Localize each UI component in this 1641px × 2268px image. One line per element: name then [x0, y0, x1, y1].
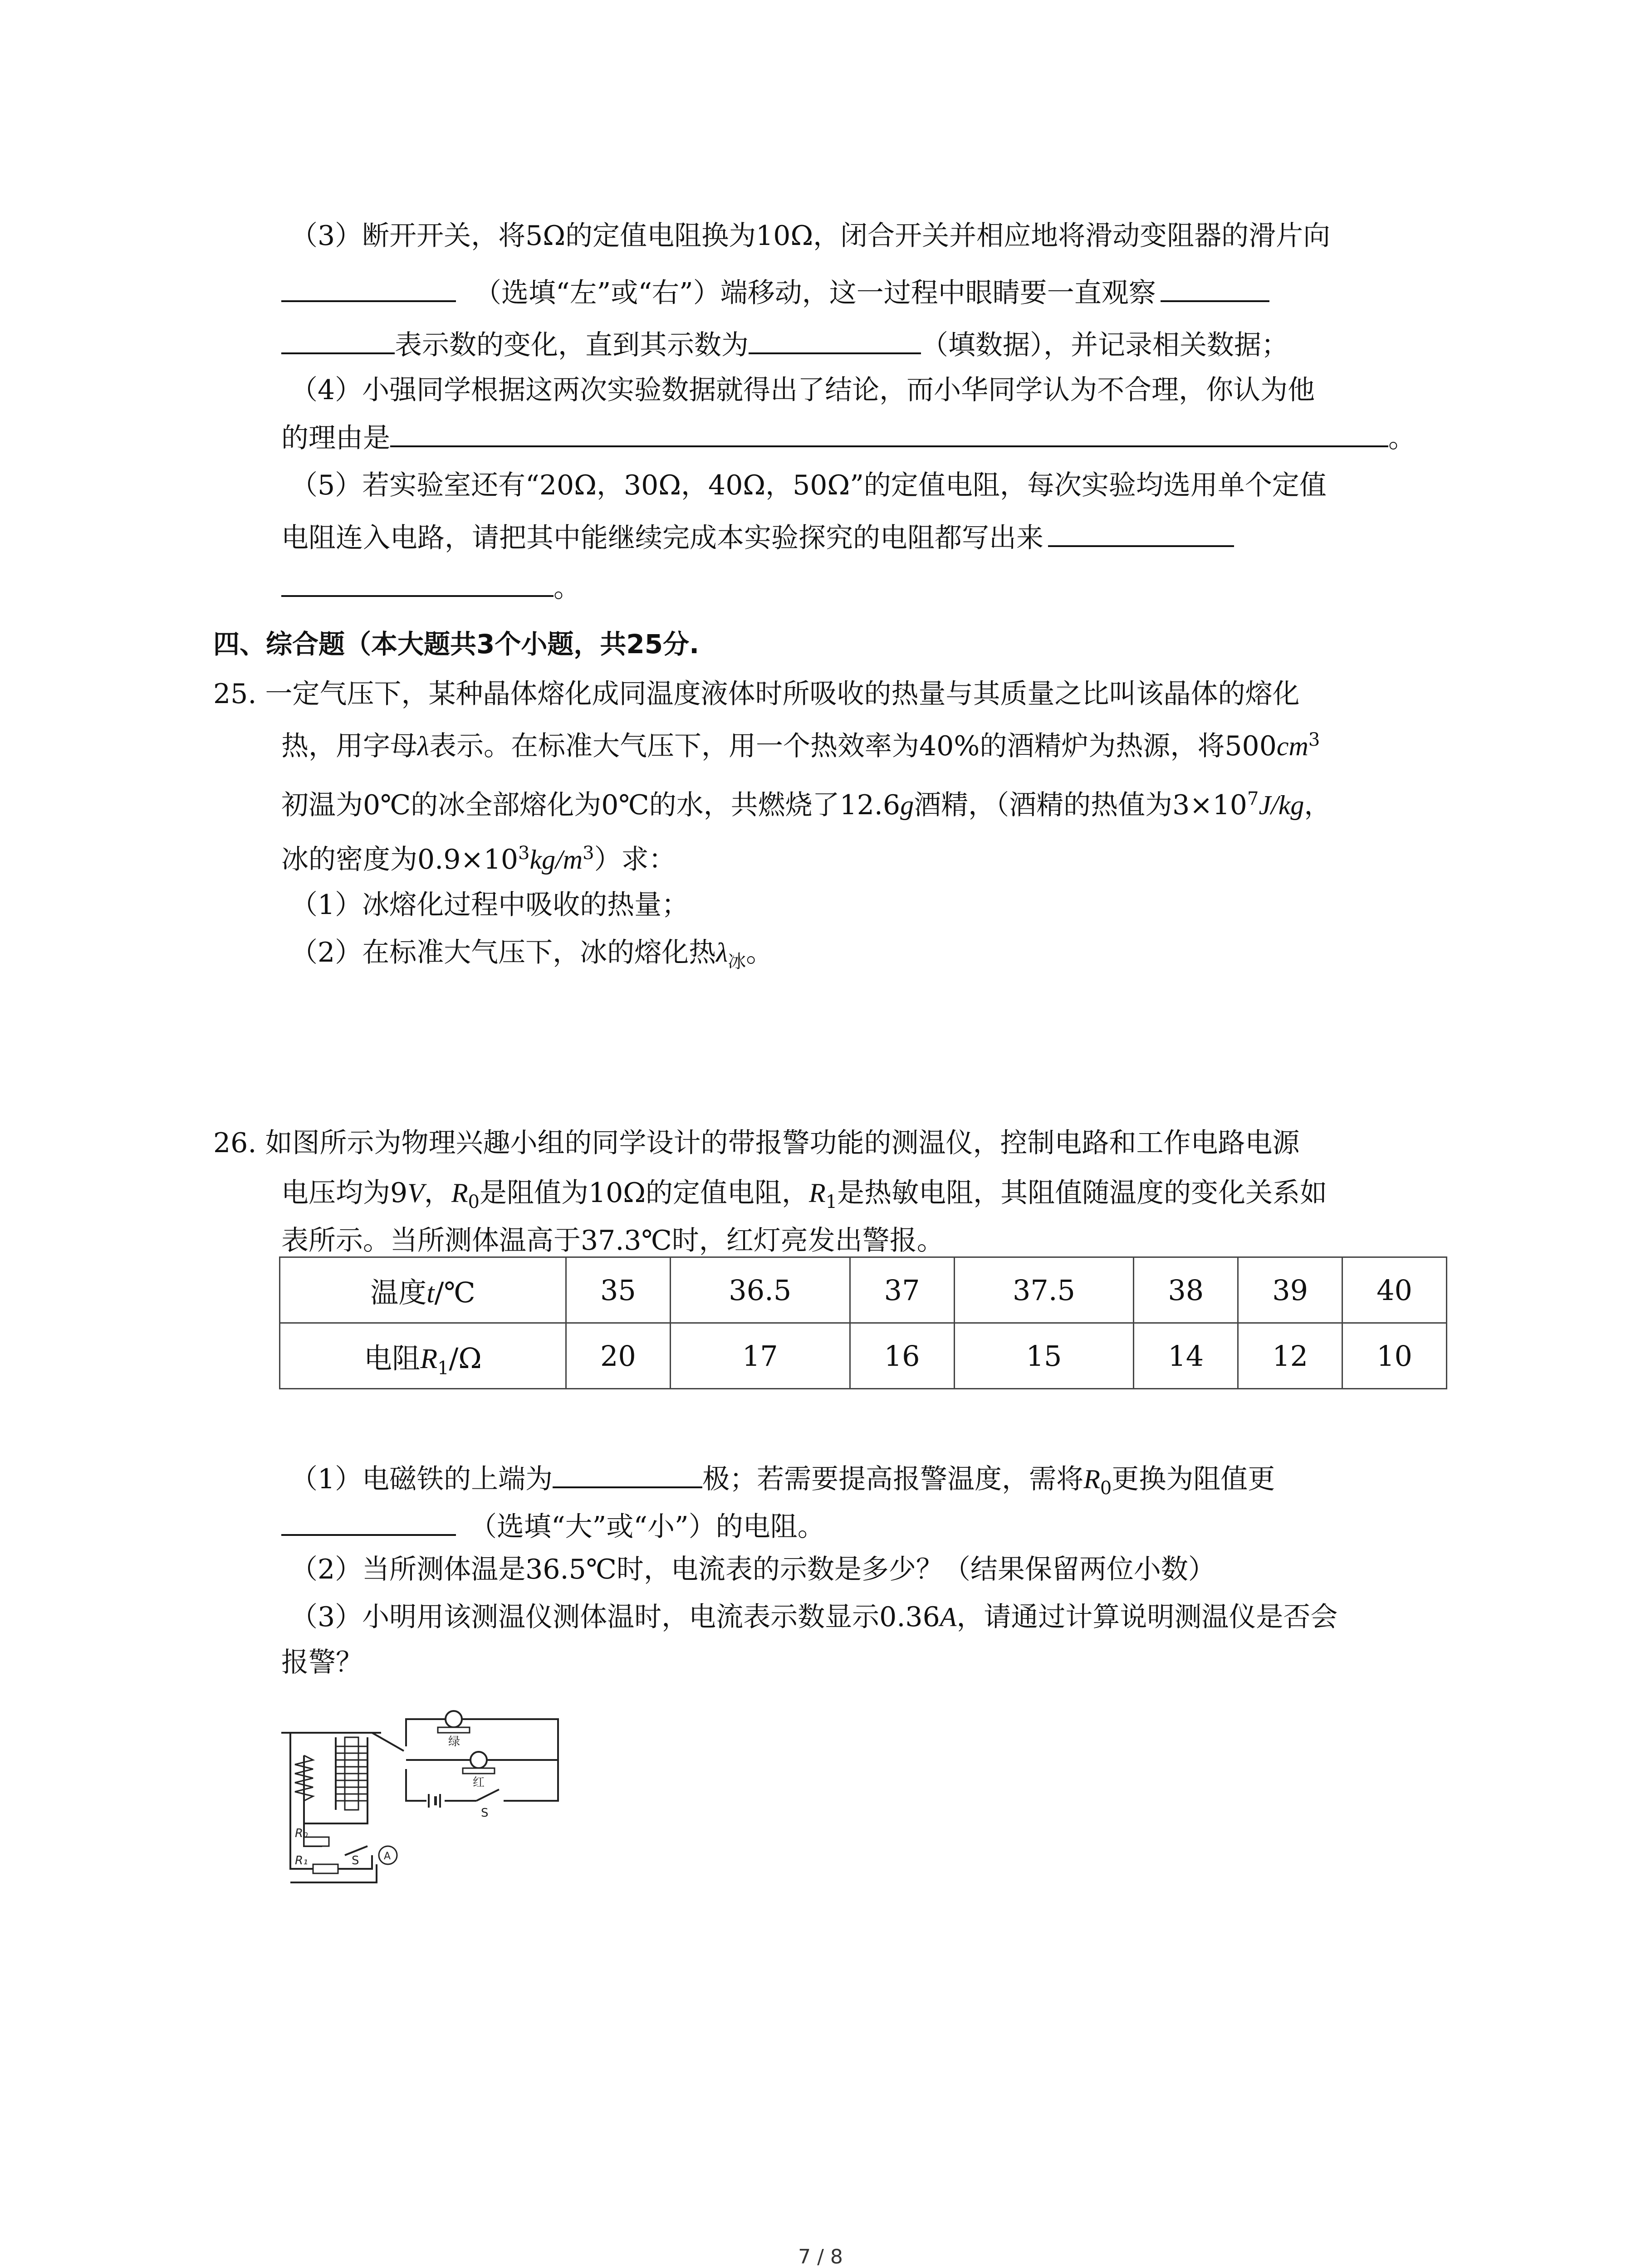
table-cell: 17	[670, 1323, 850, 1389]
q26-line2: 电压均为9V，$R_0$是阻值为10Ω的定值电阻，$R_1$是热敏电阻，其阻值随温度的变化关系如	[281, 1177, 1327, 1212]
table-cell: 39	[1238, 1257, 1342, 1323]
q26-subq1-line2: （选填“大”或“小”）的电阻。	[281, 1506, 825, 1545]
q24-part5-line3: 。	[281, 567, 581, 606]
q24-part3-line1: （3）断开开关，将5Ω的定值电阻换为10Ω，闭合开关并相应地将滑动变阻器的滑片向	[290, 220, 1331, 252]
table-cell: 37	[850, 1257, 954, 1323]
q26-line1: 26. 如图所示为物理兴趣小组的同学设计的带报警功能的测温仪，控制电路和工作电路电源	[213, 1127, 1300, 1159]
q26-subq1-line1: （1）电磁铁的上端为 极；若需要提高报警温度，需将$R_0$更换为阻值更	[290, 1458, 1275, 1497]
green-lamp-icon	[446, 1711, 462, 1727]
ammeter-label: A	[384, 1851, 391, 1862]
table-cell: 37.5	[954, 1257, 1134, 1323]
q25-line3: 初温为0℃的冰全部熔化为0℃的水，共燃烧了12.6g酒精，（酒精的热值为$3\times 10^7J/kg$，	[281, 788, 1332, 821]
q25-subq1: （1）冰熔化过程中吸收的热量；	[290, 889, 689, 921]
table-cell: 15	[954, 1323, 1134, 1389]
q24-part4-line1: （4）小强同学根据这两次实验数据就得出了结论，而小华同学认为不合理，你认为他	[290, 374, 1315, 406]
table-header-resistance: 电阻$R_1/\Omega$	[280, 1323, 566, 1389]
table-cell: 10	[1342, 1323, 1447, 1389]
resistor-r1-icon	[313, 1864, 338, 1873]
work-switch-label: S	[481, 1806, 489, 1820]
table-row	[280, 1257, 1447, 1323]
page-number: 7 / 8	[798, 2245, 843, 2268]
q25-line1: 25. 一定气压下，某种晶体熔化成同温度液体时所吸收的热量与其质量之比叫该晶体的熔化	[213, 678, 1300, 710]
table-cell: 40	[1342, 1257, 1447, 1323]
table-cell: 16	[850, 1323, 954, 1389]
table-row	[280, 1323, 1447, 1389]
q24-part3-line2: （选填“左”或“右”）端移动，这一过程中眼睛要一直观察	[281, 272, 1269, 311]
table-cell: 35	[566, 1257, 671, 1323]
table-cell: 20	[566, 1323, 671, 1389]
q25-line4: 冰的密度为$0.9\times 10^3kg/m^3$）求：	[281, 843, 676, 875]
section-title: 四、综合题（本大题共3个小题，共25分.	[213, 629, 700, 660]
temperature-resistance-table	[279, 1256, 1447, 1389]
red-lamp-label: 红	[473, 1776, 485, 1789]
table-header-temperature: 温度t/℃	[280, 1257, 566, 1323]
red-lamp-icon	[470, 1752, 487, 1768]
green-lamp-label: 绿	[448, 1735, 460, 1749]
r1-label: R₁	[295, 1854, 308, 1867]
r0-label: R₀	[295, 1827, 308, 1840]
table-cell: 12	[1238, 1323, 1342, 1389]
q25-subq2: （2）在标准大气压下，冰的熔化热$\lambda_冰$。	[290, 937, 774, 972]
table-cell: 38	[1134, 1257, 1238, 1323]
control-switch-label: S	[352, 1854, 359, 1867]
q26-line3: 表所示。当所测体温高于37.3℃时，红灯亮发出警报。	[281, 1225, 944, 1256]
table-cell: 36.5	[670, 1257, 850, 1323]
q24-part5-line1: （5）若实验室还有“20Ω，30Ω，40Ω，50Ω”的定值电阻，每次实验均选用单个定值	[290, 469, 1327, 501]
q24-part3-line3: 表示数的变化，直到其示数为 （填数据），并记录相关数据；	[281, 324, 1288, 363]
q26-subq3-line1: （3）小明用该测温仪测体温时，电流表示数显示0.36A，请通过计算说明测温仪是否会	[290, 1601, 1338, 1633]
q26-subq2: （2）当所测体温是36.5℃时，电流表的示数是多少？（结果保留两位小数）	[290, 1554, 1215, 1585]
q25-line2: 热，用字母λ表示。在标准大气压下，用一个热效率为40%的酒精炉为热源，将$500cm^3$	[281, 729, 1320, 762]
q24-part5-line2: 电阻连入电路，请把其中能继续完成本实验探究的电阻都写出来	[281, 517, 1234, 556]
table-cell: 14	[1134, 1323, 1238, 1389]
q26-subq3-line2: 报警？	[281, 1647, 363, 1678]
q24-part4-line2: 的理由是 。	[281, 417, 1416, 456]
alarm-circuit-diagram	[277, 1706, 567, 1905]
